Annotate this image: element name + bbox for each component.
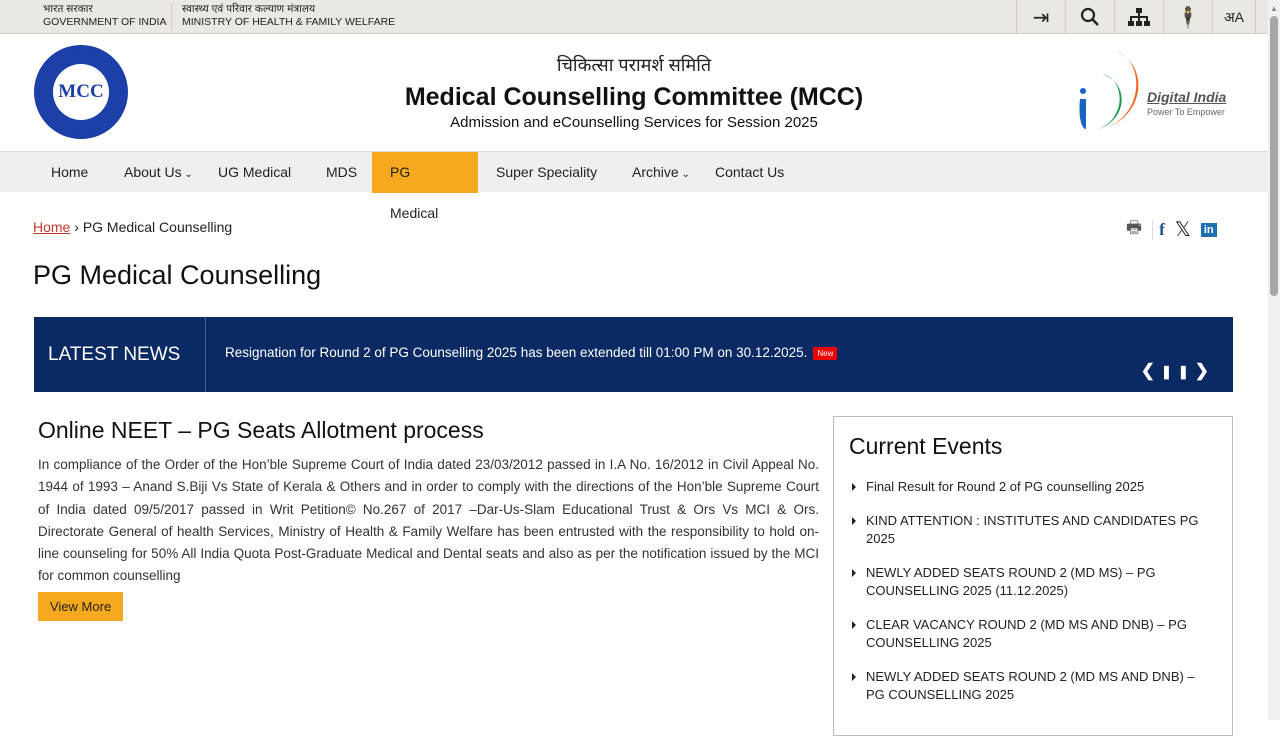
ministry-label[interactable]	[171, 3, 395, 31]
nav-contact-us[interactable]: Contact Us	[715, 164, 785, 180]
breadcrumb-home[interactable]: Home	[33, 219, 71, 235]
nav-archive[interactable]	[614, 152, 708, 193]
linkedin-icon[interactable]: in	[1201, 223, 1217, 237]
skip-to-content-icon[interactable]: ⇥	[1016, 0, 1065, 34]
nav-about-us[interactable]	[106, 152, 211, 193]
nav-about-label: About Us	[124, 164, 182, 180]
current-events-title: Current Events	[849, 433, 1003, 459]
utility-tools	[1016, 0, 1256, 34]
section-heading: Online NEET – PG Seats Allotment process	[38, 417, 484, 443]
scroll-up-icon[interactable]: ▲	[1270, 4, 1278, 13]
site-subtitle: Admission and eCounselling Services for Session 2025	[450, 114, 818, 131]
news-item-text: Resignation for Round 2 of PG Counselling 2025 has been extended till 01:00 PM on 30.12.2025.	[225, 345, 808, 360]
breadcrumb-current: PG Medical Counselling	[82, 219, 233, 235]
event-item[interactable]: NEWLY ADDED SEATS ROUND 2 (MD MS) – PG COUNSELLING 2025 (11.12.2025)	[849, 564, 1217, 600]
print-icon[interactable]: 🖶	[1126, 218, 1143, 237]
scrollbar[interactable]	[1268, 0, 1280, 720]
view-more-button[interactable]: View More	[38, 592, 123, 621]
facebook-icon[interactable]: f	[1152, 220, 1165, 240]
site-header	[0, 35, 1268, 150]
accessibility-icon[interactable]: 🕴	[1163, 0, 1212, 34]
allotment-process-section	[38, 417, 819, 621]
event-item[interactable]: CLEAR VACANCY ROUND 2 (MD MS AND DNB) – PG COUNSELLING 2025	[849, 616, 1217, 652]
nav-super-speciality[interactable]: Super Speciality	[496, 164, 598, 180]
nav-home[interactable]: Home	[51, 164, 89, 180]
government-label[interactable]	[43, 3, 166, 29]
site-title: Medical Counselling Committee (MCC)	[404, 83, 864, 111]
event-item[interactable]: Final Result for Round 2 of PG counselling 2025	[849, 478, 1217, 496]
digital-india-logo[interactable]	[1072, 49, 1237, 139]
previous-icon[interactable]: ❮	[1140, 361, 1161, 380]
latest-news-label: LATEST NEWS	[34, 317, 206, 392]
section-body: In compliance of the Order of the Hon’ble Supreme Court of India dated 23/03/2012 passed in I.A No. 16/2012 in Civil Appeal No. 1944 of 1993 – Anand S.Biji Vs State of Kerala & Others and in order to comply with the directions of the Hon’ble Supreme Court of India dated 09/5/2017 passed in Writ Petition© No.267 of 2017 –Dar-Us-Slam Educational Trust & Ors Vs MCI & Ors. Directorate General of health Services, Ministry of Health & Family Welfare has been entrusted with the responsibility to hold on-line counseling for 50% All India Quota Post-Graduate Medical and Dental seats and also as per the notification issued by the MCI for common counselling	[38, 457, 819, 584]
digital-india-text: Digital India	[1147, 89, 1227, 105]
nav-ug-medical[interactable]: UG Medical	[218, 164, 292, 180]
nav-pg-medical[interactable]: PG Medical	[372, 152, 478, 193]
breadcrumb-separator: ›	[74, 219, 79, 235]
latest-news-ticker	[34, 317, 1233, 392]
gov-hindi: भारत सरकार	[43, 3, 93, 15]
news-item[interactable]	[225, 345, 837, 360]
event-item[interactable]: KIND ATTENTION : INSTITUTES AND CANDIDATES PG 2025	[849, 512, 1217, 548]
page-title: PG Medical Counselling	[33, 260, 322, 290]
next-icon[interactable]: ❯	[1194, 361, 1215, 380]
chevron-down-icon: ⌄	[181, 169, 193, 180]
breadcrumb	[33, 219, 232, 235]
new-badge: New	[813, 347, 837, 360]
x-twitter-icon[interactable]: 𝕏	[1174, 219, 1191, 241]
language-icon[interactable]: अA	[1212, 0, 1256, 34]
gov-english: GOVERNMENT OF INDIA	[43, 16, 167, 28]
search-icon[interactable]	[1065, 0, 1114, 34]
ministry-english: MINISTRY OF HEALTH & FAMILY WELFARE	[182, 16, 396, 28]
nav-mds[interactable]: MDS	[326, 164, 358, 180]
share-tools	[1126, 215, 1217, 244]
sitemap-icon[interactable]	[1114, 0, 1163, 34]
event-item[interactable]: NEWLY ADDED SEATS ROUND 2 (MD MS AND DNB) – PG COUNSELLING 2025	[849, 668, 1217, 704]
current-events-panel	[833, 416, 1233, 736]
digital-india-tagline: Power To Empower	[1147, 107, 1225, 117]
nav-archive-label: Archive	[632, 164, 679, 180]
main-nav	[0, 151, 1268, 221]
hindi-title: चिकित्सा परामर्श समिति	[556, 55, 712, 75]
top-bar	[0, 0, 1268, 34]
scrollbar-thumb[interactable]	[1270, 16, 1278, 296]
ministry-hindi: स्वास्थ्य एवं परिवार कल्याण मंत्रालय	[182, 3, 316, 15]
mcc-logo-text: MCC	[53, 64, 109, 120]
pause-icon[interactable]: ❚❚	[1160, 364, 1195, 379]
chevron-down-icon: ⌄	[678, 169, 690, 180]
